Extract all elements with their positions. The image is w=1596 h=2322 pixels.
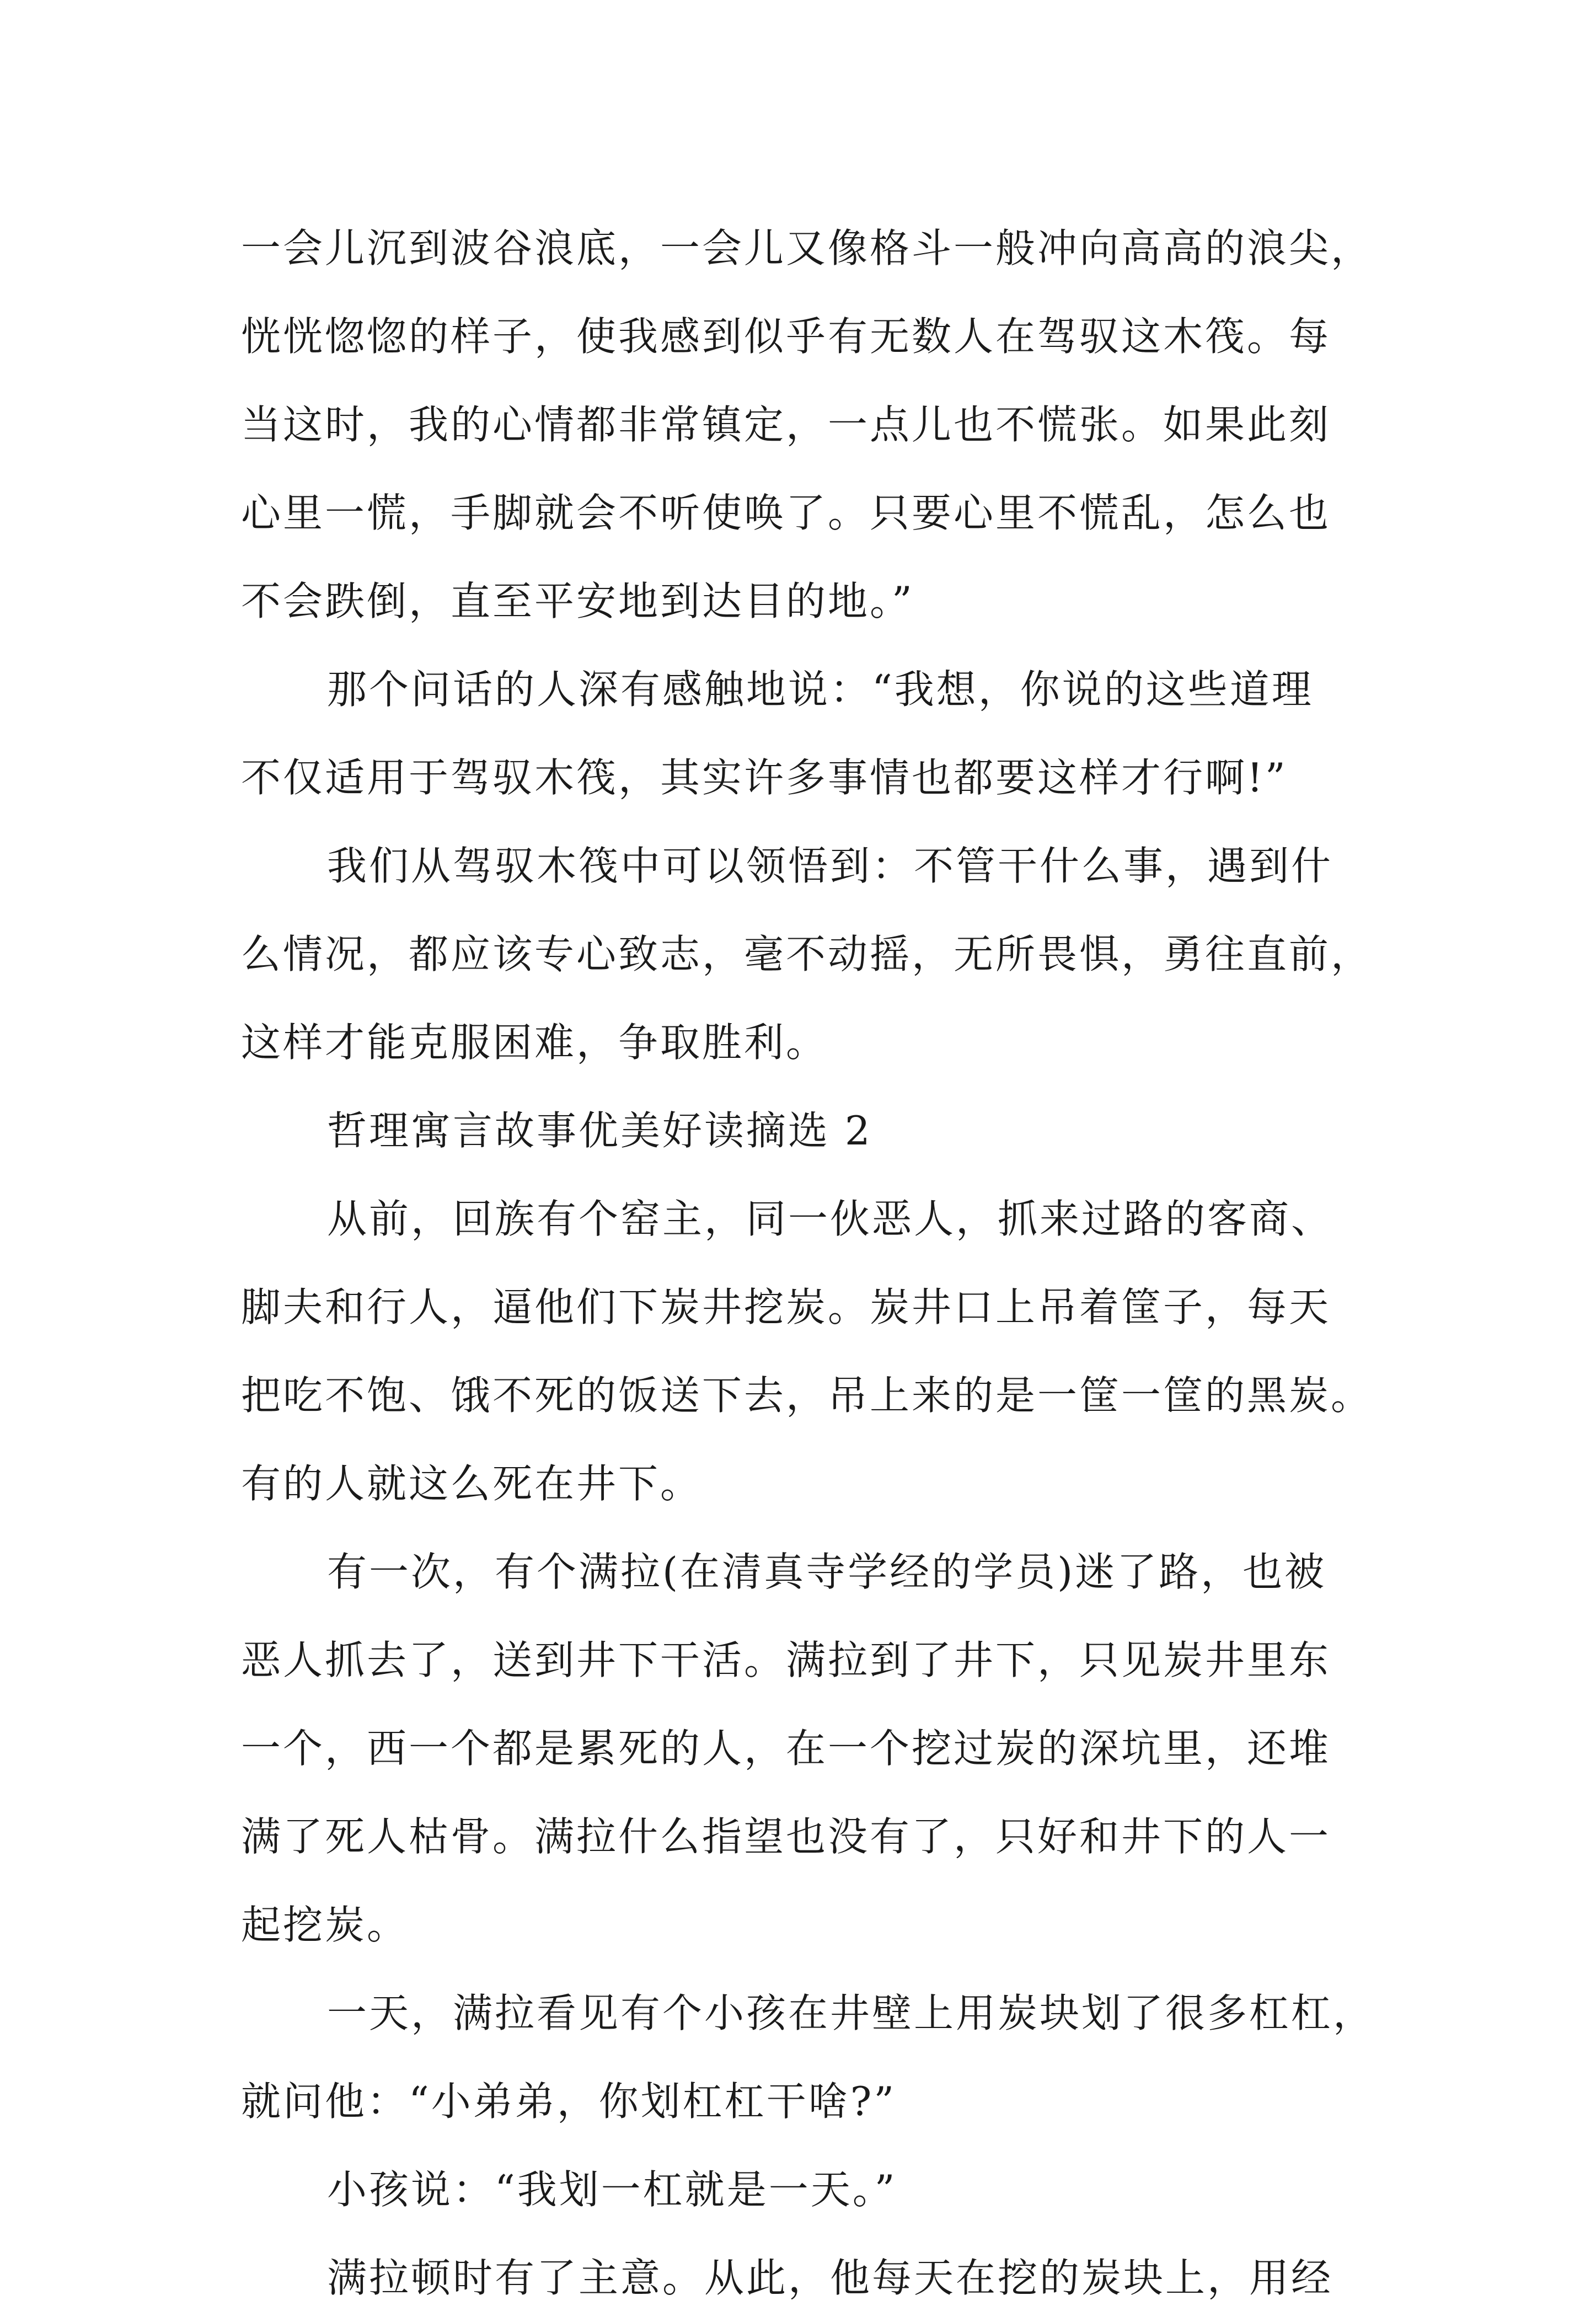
paragraph-start-line: 一天，满拉看见有个小孩在井壁上用炭块划了很多杠杠， (327, 1990, 1375, 2036)
text-line: 把吃不饱、饿不死的饭送下去，吊上来的是一筐一筐的黑炭。 (241, 1372, 1373, 1419)
paragraph-start-line: 有一次，有个满拉(在清真寺学经的学员)迷了路，也被 (327, 1549, 1327, 1595)
text-line: 一会儿沉到波谷浪底，一会儿又像格斗一般冲向高高的浪尖， (241, 225, 1373, 271)
paragraph-start-line: 小孩说：“我划一杠就是一天。” (327, 2166, 897, 2213)
paragraph-start-line: 满拉顿时有了主意。从此，他每天在挖的炭块上，用经 (327, 2255, 1333, 2301)
text-line: 心里一慌，手脚就会不听使唤了。只要心里不慌乱，怎么也 (241, 490, 1331, 536)
text-line: 这样才能克服困难，争取胜利。 (241, 1019, 828, 1066)
text-line: 一个，西一个都是累死的人，在一个挖过炭的深坑里，还堆 (241, 1725, 1331, 1772)
text-line: 恶人抓去了，送到井下干活。满拉到了井下，只见炭井里东 (241, 1637, 1331, 1683)
text-line: 起挖炭。 (241, 1902, 409, 1948)
text-line: 不会跌倒，直至平安地到达目的地。” (241, 578, 914, 624)
text-line: 恍恍惚惚的样子，使我感到似乎有无数人在驾驭这木筏。每 (241, 313, 1331, 360)
section-heading: 哲理寓言故事优美好读摘选 2 (327, 1108, 872, 1154)
paragraph-start-line: 我们从驾驭木筏中可以领悟到：不管干什么事，遇到什 (327, 843, 1333, 889)
text-line: 有的人就这么死在井下。 (241, 1460, 703, 1507)
paragraph-start-line: 从前，回族有个窑主，同一伙恶人，抓来过路的客商、 (327, 1196, 1333, 1242)
text-line: 满了死人枯骨。满拉什么指望也没有了，只好和井下的人一 (241, 1813, 1331, 1860)
paragraph-start-line: 那个问话的人深有感触地说：“我想，你说的这些道理 (327, 666, 1314, 713)
text-line: 脚夫和行人，逼他们下炭井挖炭。炭井口上吊着筐子，每天 (241, 1284, 1331, 1330)
text-line: 不仅适用于驾驭木筏，其实许多事情也都要这样才行啊!” (241, 755, 1288, 801)
body-text (241, 204, 1388, 2322)
text-line: 当这时，我的心情都非常镇定，一点儿也不慌张。如果此刻 (241, 402, 1331, 448)
text-line: 就问他：“小弟弟，你划杠杠干啥?” (241, 2078, 897, 2125)
text-line: 么情况，都应该专心致志，毫不动摇，无所畏惧，勇往直前， (241, 931, 1373, 977)
